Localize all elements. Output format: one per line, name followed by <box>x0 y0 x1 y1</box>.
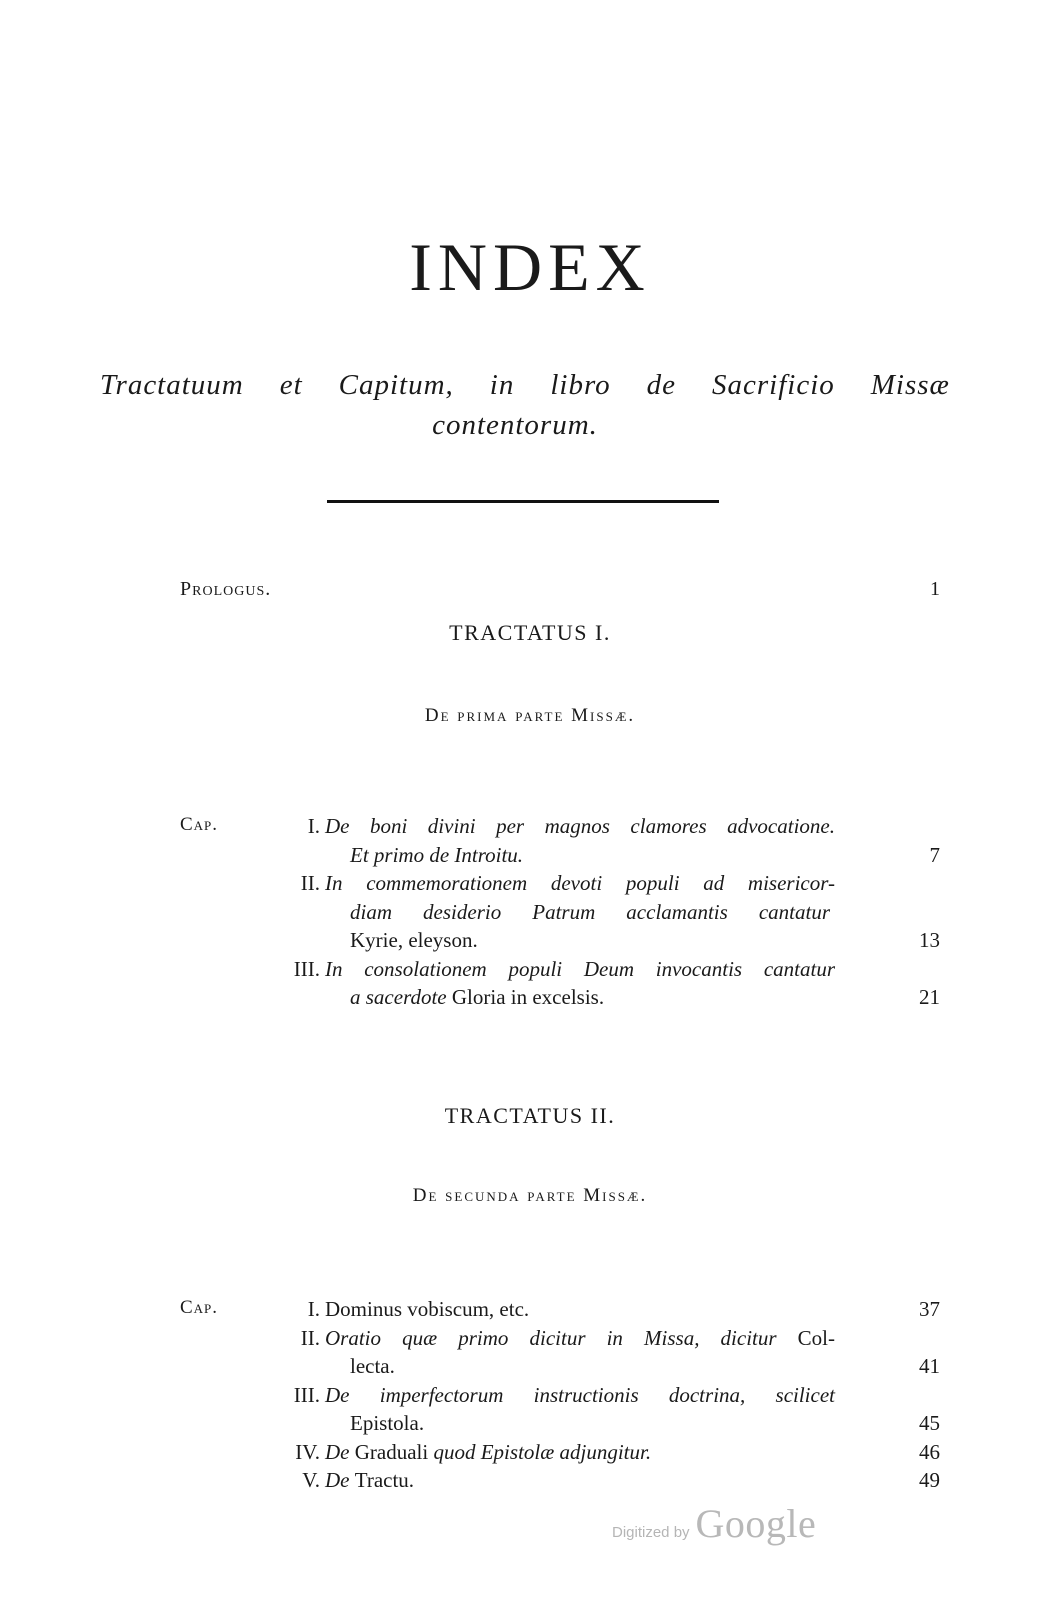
title-segment: Dominus vobiscum, etc. <box>325 1297 530 1321</box>
chapter-number: III. <box>293 1382 320 1407</box>
chapter-title-text <box>325 1295 845 1323</box>
page-number: 7 <box>929 842 940 867</box>
page-number: 37 <box>919 1297 940 1321</box>
chapter-number: I. <box>307 814 320 838</box>
chapter-title-text <box>325 1466 845 1494</box>
page-title: INDEX <box>409 229 651 305</box>
cap-label: Cap. <box>180 1297 219 1318</box>
index-line <box>180 926 940 954</box>
subtitle-word: libro <box>550 369 611 401</box>
digitized-label: Digitized by <box>612 1524 690 1541</box>
index-line <box>180 1381 940 1409</box>
page-number: 46 <box>919 1439 940 1464</box>
index-line <box>180 841 940 869</box>
index-line <box>180 1324 940 1352</box>
index-line <box>180 1295 940 1323</box>
subtitle-word: Capitum, <box>338 369 454 401</box>
title-segment: diam desiderio Patrum acclamantis cantatur <box>350 899 830 924</box>
page-number: 13 <box>919 928 940 952</box>
index-subtitle <box>100 365 950 445</box>
chapter-title-text <box>325 1324 835 1352</box>
title-segment: Kyrie, eleyson. <box>350 928 478 952</box>
index-line <box>180 812 940 840</box>
index-line <box>180 1466 940 1494</box>
title-segment: In consolationem populi Deum invocantis cantatur <box>325 956 835 981</box>
prologus-entry <box>180 578 940 601</box>
title-segment: Epistola. <box>350 1411 425 1435</box>
chapter-title-text <box>350 898 830 926</box>
title-segment: a sacerdote <box>350 985 452 1009</box>
cap-label: Cap. <box>180 814 219 835</box>
title-segment: Oratio quæ primo dicitur in Missa, dicitur <box>325 1325 798 1350</box>
chapter-title-text <box>325 812 835 840</box>
chapter-title-text <box>350 983 870 1011</box>
title-segment: Et primo de Introitu. <box>350 842 524 867</box>
prologus-label: Prologus. <box>180 578 272 600</box>
page-number: 49 <box>919 1468 940 1492</box>
title-segment: De <box>325 1468 355 1492</box>
tractatus-1-part: De prima parte Missæ. <box>424 705 636 726</box>
chapter-number: V. <box>302 1468 320 1492</box>
chapter-number: I. <box>307 1297 320 1321</box>
subtitle-line-2: contentorum. <box>432 409 598 441</box>
tractatus-2-part: De secunda parte Missæ. <box>412 1185 648 1206</box>
title-segment: De <box>325 1439 355 1464</box>
subtitle-word: et <box>279 369 303 401</box>
digitized-by-watermark <box>612 1500 816 1547</box>
index-line <box>180 1409 940 1437</box>
chapter-title-text <box>350 841 870 869</box>
title-segment: Col- <box>797 1325 835 1350</box>
title-segment: In commemorationem devoti populi ad misericor- <box>325 871 835 895</box>
title-segment: lecta. <box>350 1354 395 1378</box>
chapter-title-text <box>325 1438 845 1466</box>
chapter-title-text <box>325 1381 835 1409</box>
index-line <box>180 869 940 897</box>
page-number: 45 <box>919 1411 940 1435</box>
title-segment: De imperfectorum instructionis doctrina, scilicet <box>325 1382 835 1407</box>
page-number: 41 <box>919 1354 940 1378</box>
chapter-title-text <box>350 926 870 954</box>
chapter-title-text <box>325 955 835 983</box>
subtitle-word: in <box>489 369 515 401</box>
google-logo: Google <box>695 1501 817 1546</box>
chapter-number: IV. <box>295 1439 320 1464</box>
subtitle-word: Missæ <box>870 369 950 401</box>
tractatus-2-heading: TRACTATUS II. <box>444 1103 616 1128</box>
title-segment: Tractu. <box>354 1468 415 1492</box>
divider-rule <box>327 500 719 503</box>
chapter-number: II. <box>300 1325 320 1350</box>
subtitle-line-1 <box>100 365 950 405</box>
chapter-number: II. <box>300 871 320 895</box>
page-number: 21 <box>919 985 940 1009</box>
subtitle-word: Tractatuum <box>100 369 244 401</box>
title-segment: Graduali <box>354 1439 434 1464</box>
title-segment: quod Epistolæ adjungitur. <box>433 1439 652 1464</box>
title-segment: Gloria in excelsis. <box>451 985 605 1009</box>
index-line <box>180 1352 940 1380</box>
subtitle-word: de <box>646 369 677 401</box>
subtitle-word: Sacrificio <box>712 369 835 401</box>
tractatus-1-heading: TRACTATUS I. <box>449 620 611 645</box>
index-line <box>180 983 940 1011</box>
chapter-number: III. <box>293 956 320 981</box>
chapter-title-text <box>325 869 835 897</box>
index-line <box>180 898 940 926</box>
chapter-title-text <box>350 1352 870 1380</box>
prologus-page: 1 <box>930 578 940 600</box>
title-segment: De boni divini per magnos clamores advocatione. <box>325 814 835 838</box>
index-line <box>180 955 940 983</box>
chapter-title-text <box>350 1409 870 1437</box>
index-line <box>180 1438 940 1466</box>
